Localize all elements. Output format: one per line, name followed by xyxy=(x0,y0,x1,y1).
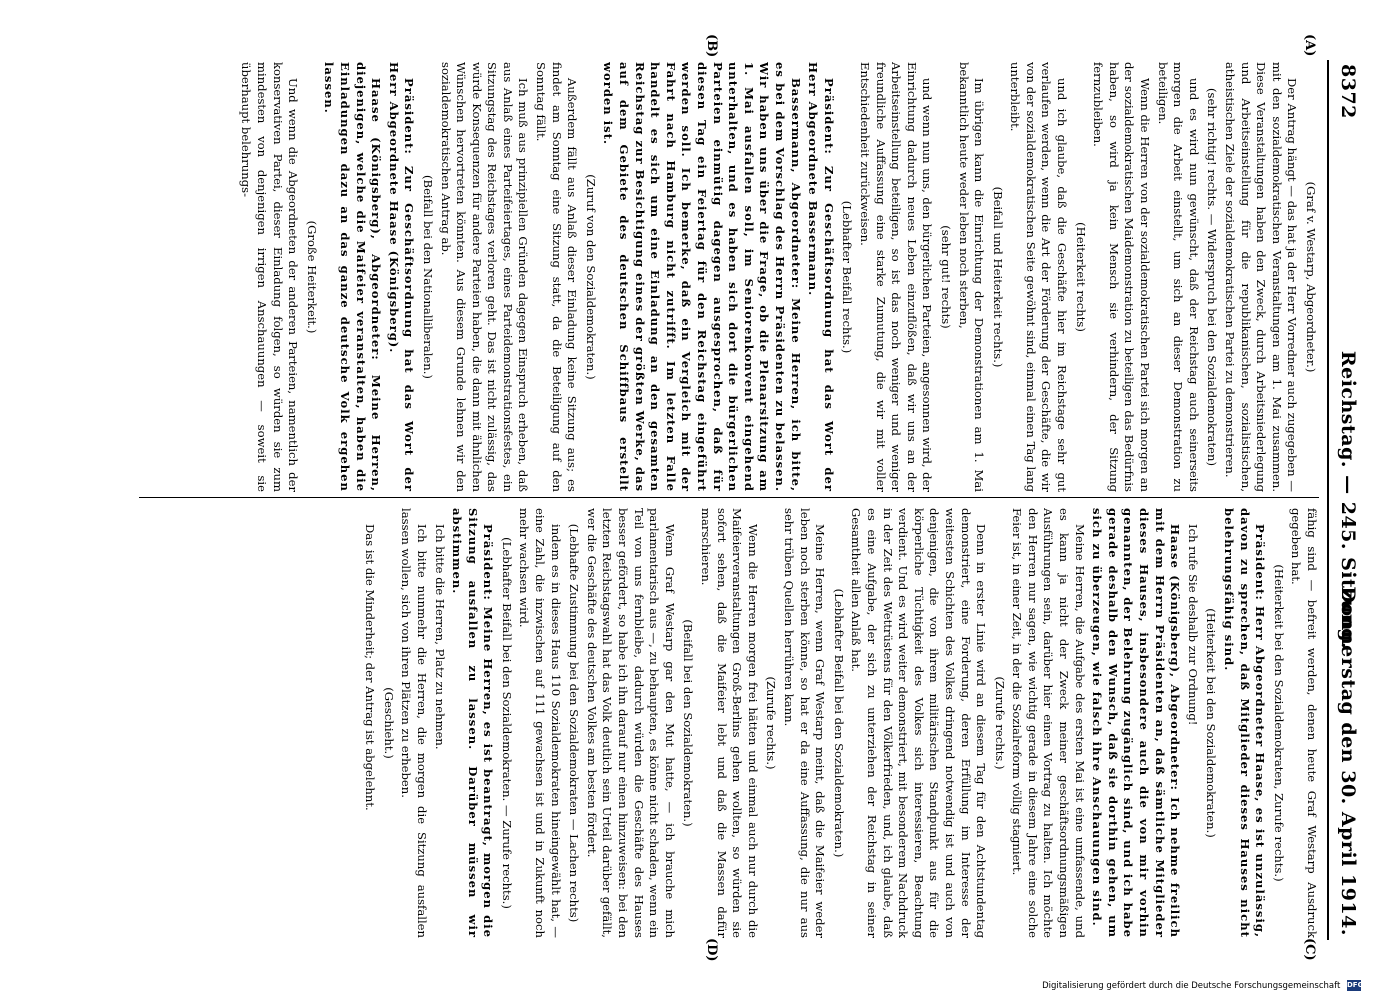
text-paragraph: Ich muß aus prinzipiellen Gründen dagegen Einspruch erheben, daß aus Anlaß eines Parteifeiertages, eines Parteidemonstrationsfestes, ein Sitzungstag des Reichstages verloren geht. Das ist nicht zulässig, das würde Konsequenzen für andere Parteien haben, die dann mit ähnlichen Wünschen hervortreten könnten. Aus diesem Grunde lehnen wir den sozialdemokratischen Antrag ab. xyxy=(438,62,531,492)
text-paragraph: Bassermann, Abgeordneter: Meine Herren, ich bitte, es bei dem Vorschlag des Herrn Präsidenten zu belassen. Wir haben uns über die Frage, ob die Plenarsitzung am 1. Mai ausfallen soll, im Seniorenkonvent eingehend unterhalten, und es haben sich dort die bürgerlichen Parteien einmütig dagegen ausgesprochen, daß für diesen Tag ein Feiertag für den Reichstag eingeführt werden soll. Ich bemerke, daß ein Vergleich mit der Fahrt nach Hamburg nicht zutrifft. Im letzten Falle handelt es sich um eine Einladung an den gesamten Reichstag zur Besichtigung eines der größten Werke, das auf dem Gebiete des deutschen Schiffbaus erstellt worden ist. xyxy=(601,62,803,492)
left-text-column xyxy=(139,62,1319,492)
text-paragraph: Präsident: Herr Abgeordneter Haase, es ist unzulässig, davon zu sprechen, daß Mitglieder dieses Hauses nicht belehrungsfähig sind. xyxy=(1222,508,1268,938)
text-paragraph: Und wenn die Abgeordneten der anderen Parteien, namentlich der konservativen Partei, dieser Einladung folgen, so würden sie zum mindesten von denjenigen irrigen Anschauungen — soweit sie überhaupt belehrungs- xyxy=(239,62,301,492)
credit-text: Digitalisierung gefördert durch die Deutsche Forschungsgemeinschaft xyxy=(1042,981,1341,991)
text-paragraph: (Heiterkeit bei den Sozialdemokraten.) xyxy=(1204,608,1219,838)
text-paragraph: Denn in erster Linie wird an diesem Tag für den Achtstundentag demonstriert, eine Forderung, deren Erfüllung im Interesse der weitesten Schichten des Volkes dringend notwendig ist und auch von denjenigen, die von ihrem militärischen Standpunkt aus für die körperliche Tüchtigkeit des Volkes sich interessieren, Beachtung verdient. Und es wird weiter demonstriert, mit besonderem Nachdruck in der Zeit des Wettrüstens für den Völkerfrieden, und, ich glaube, daß es eine Aufgabe, der sich zu unterziehen der Reichstag in seiner Gesamtheit allen Anlaß hat. xyxy=(849,508,989,938)
text-paragraph: (Graf v. Westarp, Abgeordneter.) xyxy=(1304,181,1318,373)
text-paragraph: Präsident: Zur Geschäftsordnung hat das Wort der Herr Abgeordnete Bassermann. xyxy=(806,62,836,492)
dfg-logo: DFG xyxy=(1347,981,1364,989)
text-paragraph: Haase (Königsberg), Abgeordneter: Meine Herren, diejenigen, welche die Maifeier veranstalten, haben die Einladungen dazu an das ganze deutsche Volk ergehen lassen. xyxy=(322,62,384,492)
text-paragraph: Der Antrag hängt — das hat ja der Herr Vorredner auch zugegeben — mit den sozialdemokratischen Veranstaltungen am 1. Mai zusammen. Diese Veranstaltungen haben den Zweck, durch Arbeitsniederlegung und Arbeitseinstellung für die republikanischen, sozialistischen, atheistischen Ziele der sozialdemokratischen Partei zu demonstrieren. xyxy=(1223,62,1300,492)
text-paragraph: (Lebhafte Zustimmung bei den Sozialdemokraten — Lachen rechts) xyxy=(567,523,582,923)
text-paragraph: Wenn die Herren morgen frei hätten und einmal auch nur durch die Maifeierveranstaltungen Groß-Berlins gehen wollten, so würden sie sofort sehen, daß die Maifeier lebt und daß die Massen dafür marschieren. xyxy=(699,508,760,938)
margin-letter-c: (C) xyxy=(1302,938,1317,961)
text-paragraph: Wenn die Herren von der sozialdemokratischen Partei sich morgen an der sozialdemokratischen Maidemonstration zu beteiligen das Bedürfnis haben, so wird ja kein Mensch sie verhindern, der Sitzung fernzubleiben. xyxy=(1091,62,1153,492)
text-paragraph: (Zurufe rechts.) xyxy=(992,676,1007,770)
text-paragraph: (Lebhafter Beifall bei den Sozialdemokraten.) xyxy=(831,588,846,858)
text-paragraph: Präsident: Zur Geschäftsordnung hat das Wort der Herr Abgeordnete Haase (Königsberg). xyxy=(386,62,417,492)
text-paragraph: Wenn Graf Westarp gar den Mut hatte, — ich brauche mich parlamentarisch aus —, zu behaupten, es könne nicht schaden, wenn ein Teil von uns fernbleibe, dadurch würden die Geschäfte des Hauses besser gefördert, so habe ich ihn darauf nur einen hinzuweisen: bei den letzten Reichstagswahl hat das Volk deutlich sein Urteil darüber gefällt, wer die Geschäfte des deutschen Volkes am besten fördert. xyxy=(584,508,677,938)
text-paragraph: (Große Heiterkeit.) xyxy=(304,220,319,334)
text-paragraph: Außerdem fällt aus Anlaß dieser Einladung keine Sitzung aus; es findet am Sonntag eine Sitzung statt, da die Beteiligung auf den Sonntag fällt. xyxy=(534,62,580,492)
right-text-column xyxy=(139,508,1319,938)
text-paragraph: fähig sind — befreit werden, denen heute Graf Westarp Ausdruck gegeben hat. xyxy=(1289,508,1319,938)
column-divider xyxy=(139,497,1319,498)
text-paragraph: Haase (Königsberg), Abgeordneter: Ich nehme freilich mit dem Herrn Präsidenten an, daß sämtliche Mitglieder dieses Hauses, insbesondere auch die von mir vorhin genannten, der Belehrung zugänglich sind, und ich habe gerade deshalb den Wunsch, daß sie dorthin gehen, um sich zu überzeugen, wie falsch ihre Anschauungen sind. xyxy=(1090,508,1183,938)
margin-letter-d: (D) xyxy=(704,938,719,962)
text-paragraph: (Lebhafter Beifall rechts.) xyxy=(840,200,855,354)
text-paragraph: Das ist die Minderheit; der Antrag ist abgelehnt. xyxy=(363,524,378,811)
text-paragraph: (Beifall bei den Sozialdemokraten.) xyxy=(681,619,696,827)
text-paragraph: (Zuruf von den Sozialdemokraten.) xyxy=(583,174,598,380)
text-paragraph: und ich glaube, daß die Geschäfte hier im Reichstage sehr gut verlaufen werden, wenn die Art der Förderung der Geschäfte, die wir von der sozialdemokratischen Seite gewöhnt sind, einmal einen Tag lang unterbleibt. xyxy=(1008,62,1070,492)
page-number: 8372 xyxy=(1337,64,1359,119)
text-paragraph: und wenn nun uns, den bürgerlichen Parteien, angesonnen wird, der Einrichtung dadurch neues Leben einzuflößen, daß wir uns an der Arbeitseinstellung beteiligen, so ist das noch weniger und weniger freundliche Auffassung eine starke Zumutung, die wir mit voller Entschiedenheit zurückweisen. xyxy=(857,62,935,492)
text-paragraph: (Heiterkeit rechts) xyxy=(1073,222,1088,332)
text-paragraph: Ich bitte die Herren, Platz zu nehmen. xyxy=(432,524,447,750)
text-paragraph: (Geschieht.) xyxy=(381,687,396,759)
text-paragraph: Im übrigen kann die Einrichtung der Demonstrationen am 1. Mai bekanntlich heute weder leben noch sterben, xyxy=(956,62,987,492)
digitization-credit xyxy=(383,980,1383,998)
text-paragraph: Präsident: Meine Herren, es ist beantragt, morgen die Sitzung ausfallen zu lassen. Darüber müssen wir abstimmen. xyxy=(450,508,496,938)
text-paragraph: (sehr richtig! rechts. — Widerspruch bei den Sozialdemokraten) xyxy=(1205,88,1220,466)
page-title: Reichstag. — 245. Sitzung. xyxy=(1337,350,1359,650)
text-paragraph: (Zurufe rechts.) xyxy=(764,676,779,770)
session-date: Donnerstag den 30. April 1914. xyxy=(1337,586,1359,936)
margin-letter-b: (B) xyxy=(704,34,719,58)
text-paragraph: und es wird nun gewünscht, daß der Reichstag auch seinerseits morgen die Arbeit einstellt, um sich an dieser Demonstration zu beteiligen. xyxy=(1155,62,1201,492)
text-paragraph: Meine Herren, die Aufgabe des ersten Mai ist eine umfassende, und es kann ja nicht der Zweck meiner geschäftsordnungsmäßigen Ausführungen sein, darüber hier einen Vortrag zu halten. Ich möchte den Herren nur sagen, wie wichtig gerade in diesem Jahre eine solche Feier ist, in einer Zeit, in der die Sozialreform völlig stagniert. xyxy=(1010,508,1087,938)
text-paragraph: indem es in dieses Haus 110 Sozialdemokraten hineingewählt hat, — eine Zahl, die inzwischen auf 111 gewachsen ist und in Zukunft noch mehr wachsen wird. xyxy=(517,508,563,938)
page-header xyxy=(1327,60,1365,940)
text-paragraph: (Heiterkeit bei den Sozialdemokraten, Zurufe rechts.) xyxy=(1271,564,1286,882)
text-paragraph: Ich bitte nunmehr die Herren, die morgen die Sitzung ausfallen lassen wollen, sich von ihren Plätzen zu erheben. xyxy=(399,508,429,938)
text-paragraph: (Lebhafter Beifall bei den Sozialdemokraten. — Zurufe rechts.) xyxy=(499,537,514,909)
text-paragraph: Meine Herren, wenn Graf Westarp meint, daß die Maifeier weder leben noch sterben könne, so hat er da eine Auffassung, die nur aus sehr trüben Quellen herrühren kann. xyxy=(782,508,828,938)
text-paragraph: (Beifall bei den Nationalliberalen.) xyxy=(420,175,435,379)
text-paragraph: Ich rufe Sie deshalb zur Ordnung! xyxy=(1185,524,1200,726)
text-paragraph: (Beifall und Heiterkeit rechts.) xyxy=(990,186,1005,368)
margin-letter-a: (A) xyxy=(1302,34,1317,57)
text-paragraph: (sehr gut! rechts) xyxy=(938,225,953,329)
